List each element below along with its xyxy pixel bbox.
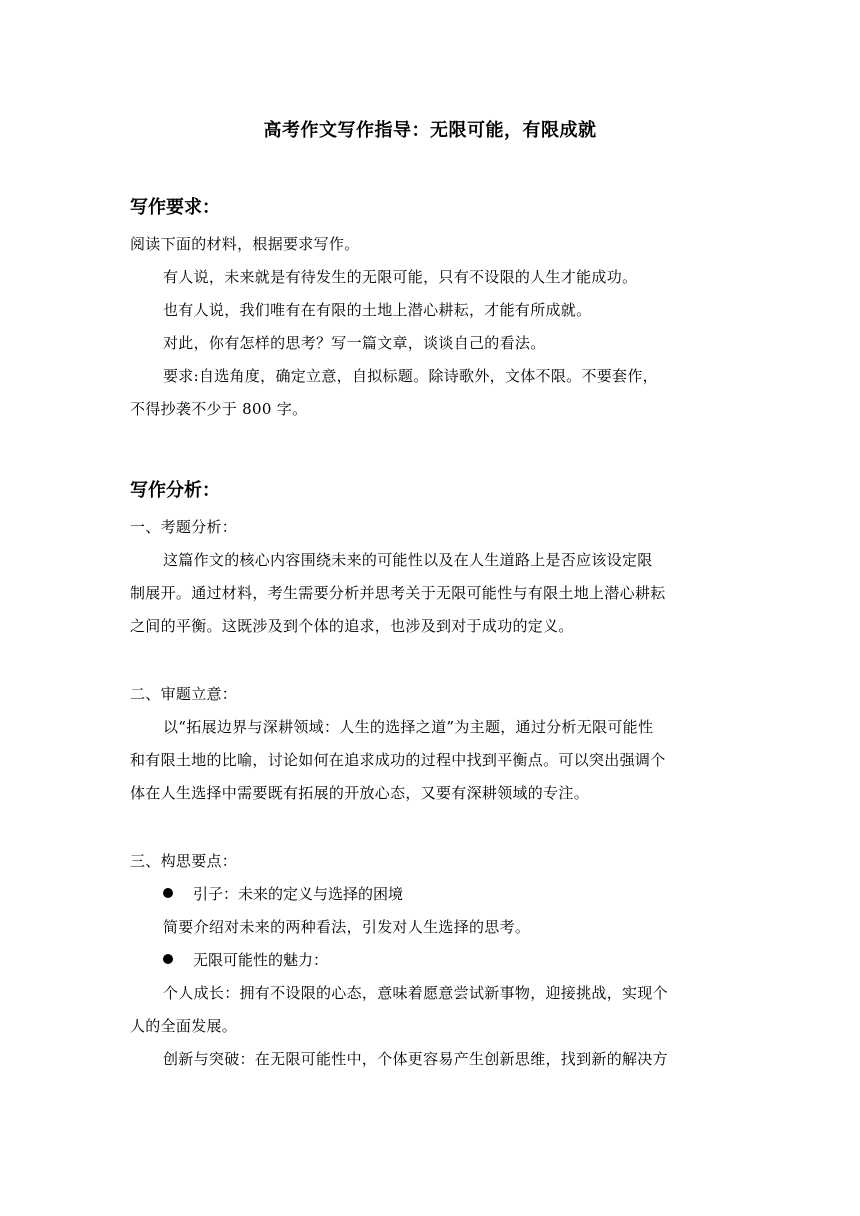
bullet-item [163, 878, 403, 911]
requirements-paragraph: 要求:自选角度，确定立意，自拟标题。除诗歌外，文体不限。不要套作， [163, 367, 658, 385]
analysis-paragraph: 之间的平衡。这既涉及到个体的追求，也涉及到对于成功的定义。 [130, 617, 574, 635]
requirements-heading: 写作要求： [130, 197, 220, 218]
analysis-paragraph: 创新与突破：在无限可能性中，个体更容易产生创新思维，找到新的解决方 [163, 1050, 668, 1068]
bullet-dot-icon [163, 954, 173, 964]
analysis-subheading: 一、考题分析： [130, 518, 238, 536]
analysis-paragraph: 人的全面发展。 [130, 1017, 238, 1035]
bullet-text: 无限可能性的魅力： [193, 951, 329, 969]
analysis-paragraph: 以“拓展边界与深耕领域：人生的选择之道”为主题，通过分析无限可能性 [163, 718, 654, 736]
bullet-text: 引子：未来的定义与选择的困境 [193, 885, 404, 903]
analysis-paragraph: 这篇作文的核心内容围绕未来的可能性以及在人生道路上是否应该设定限 [163, 551, 653, 569]
analysis-paragraph: 体在人生选择中需要既有拓展的开放心态，又要有深耕领域的专注。 [130, 784, 590, 802]
analysis-paragraph: 简要介绍对未来的两种看法，引发对人生选择的思考。 [163, 918, 531, 936]
analysis-heading: 写作分析： [130, 480, 220, 501]
requirements-paragraph: 也有人说，我们唯有在有限的土地上潜心耕耘，才能有所成就。 [163, 301, 592, 319]
page-title: 高考作文写作指导：无限可能，有限成就 [263, 120, 597, 141]
bullet-item [163, 944, 328, 977]
bullet-dot-icon [163, 888, 173, 898]
analysis-subheading: 二、审题立意： [130, 685, 238, 703]
requirements-paragraph: 不得抄袭不少于 800 字。 [130, 400, 308, 418]
requirements-intro: 阅读下面的材料，根据要求写作。 [130, 235, 360, 253]
analysis-paragraph: 制展开。通过材料，考生需要分析并思考关于无限可能性与有限土地上潜心耕耘 [130, 584, 666, 602]
requirements-paragraph: 有人说，未来就是有待发生的无限可能，只有不设限的人生才能成功。 [163, 268, 638, 286]
analysis-paragraph: 和有限土地的比喻，讨论如何在追求成功的过程中找到平衡点。可以突出强调个 [130, 751, 666, 769]
analysis-paragraph: 个人成长：拥有不设限的心态，意味着愿意尝试新事物，迎接挑战，实现个 [163, 984, 668, 1002]
requirements-paragraph: 对此，你有怎样的思考？写一篇文章，谈谈自己的看法。 [163, 334, 546, 352]
analysis-subheading: 三、构思要点： [130, 852, 238, 870]
